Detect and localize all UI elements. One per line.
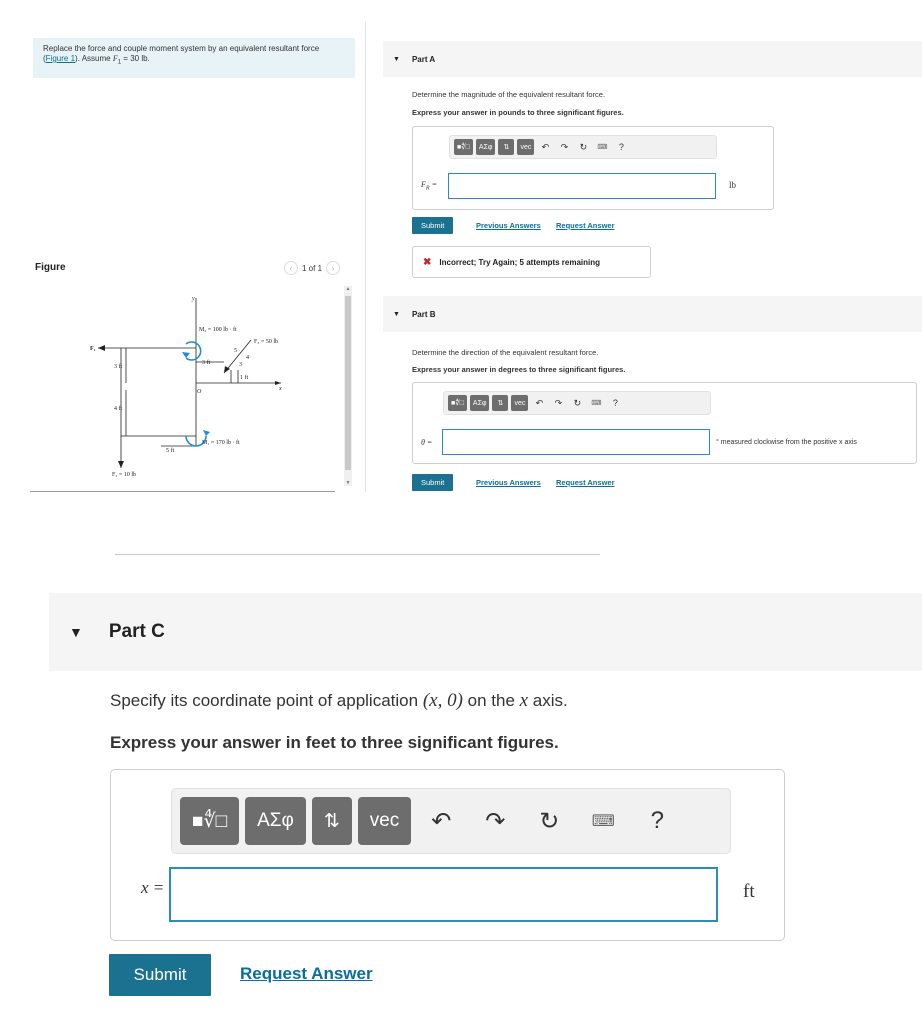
collapse-triangle-icon[interactable]: ▼ — [69, 624, 83, 640]
part-b-bold-instruction: Express your answer in degrees to three significant figures. — [412, 365, 626, 374]
math-toolbar — [449, 135, 717, 159]
redo-icon[interactable]: ↷ — [554, 397, 563, 408]
figure-scrollbar[interactable] — [344, 286, 352, 486]
redo-icon[interactable]: ↷ — [485, 807, 506, 835]
greek-button[interactable]: ΑΣφ — [476, 139, 496, 155]
part-a-instruction: Determine the magnitude of the equivalent resultant force. — [412, 90, 606, 99]
assume-var: F — [112, 54, 118, 63]
undo-icon[interactable]: ↶ — [541, 141, 550, 152]
part-c-field-label: x = — [141, 878, 165, 897]
undo-icon[interactable]: ↶ — [431, 807, 452, 835]
part-b-submit-button[interactable]: Submit — [412, 474, 453, 491]
part-a-field-label: $F_R$ = — [421, 180, 437, 192]
label-4ft: 4 ft — [114, 406, 123, 412]
assume-sub: 1 — [117, 59, 122, 66]
part-a-feedback — [412, 246, 651, 278]
help-icon[interactable]: ? — [650, 807, 664, 834]
part-c-answer-input[interactable] — [169, 867, 718, 922]
keyboard-icon[interactable]: ⌨ — [597, 144, 608, 151]
part-b-instruction: Determine the direction of the equivalent resultant force. — [412, 348, 599, 357]
scroll-down-icon[interactable]: ▼ — [345, 480, 351, 486]
problem-statement — [33, 38, 355, 78]
part-b-previous-answers-link[interactable]: Previous Answers — [476, 478, 541, 487]
part-a-unit: lb — [729, 180, 737, 190]
column-divider — [365, 22, 366, 492]
part-b-title: Part B — [411, 309, 436, 319]
keyboard-icon[interactable]: ⌨ — [591, 813, 615, 830]
part-b-answer-input[interactable] — [442, 429, 710, 455]
scroll-up-icon[interactable]: ▲ — [345, 286, 351, 292]
problem-text-after: ). Assume — [75, 54, 113, 63]
vec-button[interactable]: vec — [511, 395, 528, 411]
feedback-text: Incorrect; Try Again; 5 attempts remaining — [439, 257, 601, 267]
label-y-axis: y — [192, 296, 195, 302]
part-c-bold-instruction: Express your answer in feet to three significant figures. — [110, 733, 559, 752]
keyboard-icon[interactable]: ⌨ — [591, 400, 602, 407]
math-toolbar — [171, 788, 731, 854]
part-a-previous-answers-link[interactable]: Previous Answers — [476, 221, 541, 230]
templates-button[interactable]: ■∜□ — [454, 139, 473, 155]
label-slope-5: 5 — [234, 348, 237, 354]
label-x-axis: x — [279, 386, 282, 392]
pager-label: 1 of 1 — [302, 263, 323, 273]
part-a-title: Part A — [411, 54, 436, 64]
part-b-field-label: θ = — [421, 438, 433, 447]
label-3ft-left: 3 ft — [114, 364, 123, 370]
reset-icon[interactable]: ↻ — [573, 397, 582, 408]
label-m2: M₂ = 100 lb · ft — [199, 327, 237, 333]
part-a-bold-instruction: Express your answer in pounds to three significant figures. — [412, 108, 624, 117]
undo-icon[interactable]: ↶ — [535, 397, 544, 408]
part-a-answer-input[interactable] — [448, 173, 716, 199]
reset-icon[interactable]: ↻ — [539, 807, 560, 835]
label-f3: F₃ = 50 lb — [254, 339, 278, 345]
label-f1: F₁ — [90, 346, 96, 352]
prev-figure-button[interactable]: ‹ — [284, 261, 298, 275]
part-c-request-answer-link[interactable]: Request Answer — [240, 964, 373, 983]
figure-link[interactable]: Figure 1 — [45, 54, 76, 63]
divider-left — [30, 491, 335, 492]
part-c-instruction: Specify its coordinate point of application (x, 0) on the x axis. — [110, 690, 568, 711]
vec-button[interactable]: vec — [358, 797, 412, 845]
label-f2: F₂ = 10 lb — [112, 472, 136, 478]
templates-button[interactable]: ■∜□ — [180, 797, 239, 845]
part-b-header[interactable] — [383, 296, 922, 332]
greek-button[interactable]: ΑΣφ — [470, 395, 490, 411]
scroll-thumb[interactable] — [345, 296, 351, 470]
problem-text: Replace the force and couple moment system by an equivalent resultant force ( — [43, 44, 320, 63]
figure-pager — [284, 261, 340, 275]
part-b-answer-box — [412, 382, 917, 464]
part-b-unit-note: ° measured clockwise from the positive x axis — [716, 439, 857, 446]
next-figure-button[interactable]: › — [326, 261, 340, 275]
label-slope-3: 3 — [239, 362, 242, 368]
templates-button[interactable]: ■∜□ — [448, 395, 467, 411]
collapse-triangle-icon[interactable]: ▼ — [393, 310, 400, 318]
help-icon[interactable]: ? — [612, 398, 618, 408]
part-c-answer-box — [110, 769, 785, 941]
label-3ft-top: 3 ft — [202, 360, 211, 366]
coordinate-math: (x, 0) — [422, 690, 463, 711]
label-m1: M₁ = 170 lb · ft — [202, 440, 240, 446]
force-diagram — [86, 286, 344, 491]
part-a-header[interactable] — [383, 41, 922, 77]
part-a-request-answer-link[interactable]: Request Answer — [556, 221, 615, 230]
redo-icon[interactable]: ↷ — [560, 141, 569, 152]
help-icon[interactable]: ? — [618, 142, 624, 152]
figure-title: Figure — [35, 262, 66, 273]
arrows-button[interactable]: ⇅ — [498, 139, 514, 155]
arrows-button[interactable]: ⇅ — [312, 797, 352, 845]
part-b-request-answer-link[interactable]: Request Answer — [556, 478, 615, 487]
label-origin: O — [197, 389, 202, 395]
math-toolbar — [443, 391, 711, 415]
part-a-answer-box — [412, 126, 774, 210]
error-x-icon: ✖ — [423, 256, 432, 268]
arrows-button[interactable]: ⇅ — [492, 395, 508, 411]
part-c-unit: ft — [743, 881, 755, 902]
section-divider — [115, 554, 600, 555]
vec-button[interactable]: vec — [517, 139, 534, 155]
label-5ft: 5 ft — [166, 448, 175, 454]
part-a-submit-button[interactable]: Submit — [412, 217, 453, 234]
label-1ft: 1 ft — [240, 375, 249, 381]
greek-button[interactable]: ΑΣφ — [245, 797, 306, 845]
assume-value: = 30 lb. — [123, 54, 150, 63]
part-c-title: Part C — [108, 621, 165, 642]
part-c-submit-button[interactable]: Submit — [109, 954, 211, 996]
part-c-header[interactable] — [49, 593, 922, 671]
label-slope-4: 4 — [246, 355, 249, 361]
collapse-triangle-icon[interactable]: ▼ — [393, 55, 400, 63]
reset-icon[interactable]: ↻ — [579, 141, 588, 152]
